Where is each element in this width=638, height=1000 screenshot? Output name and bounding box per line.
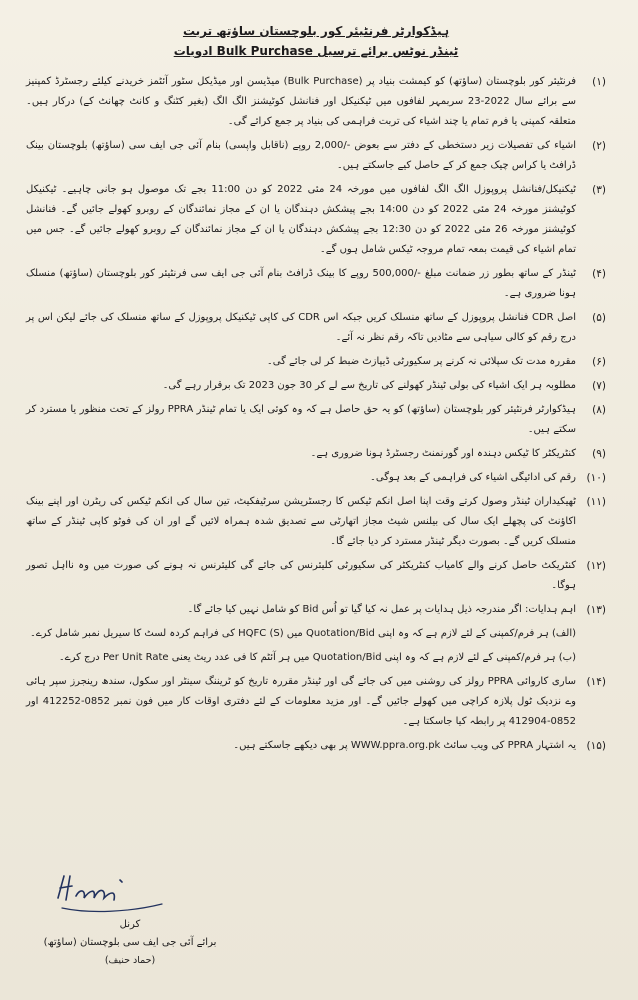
paragraph-number: (۱۵) xyxy=(586,740,606,752)
paragraph-14 xyxy=(26,672,606,732)
note-text: ہر فرم/کمپنی کے لئے لازم ہے کہ وہ اپنی Quotation/Bid میں HQFC (S) کی فراہم کردہ لسٹ کا سیریل نمبر شامل کرے۔ xyxy=(29,628,549,639)
note-text: ہر فرم/کمپنی کے لئے لازم ہے کہ وہ اپنی Quotation/Bid میں ہر آئٹم کا فی عدد ریٹ یعنی Per Unit Rate درج کرے۔ xyxy=(58,652,556,663)
paragraph-text: رقم کی ادائیگی اشیاء کی فراہمی کے بعد ہوگی۔ xyxy=(370,472,576,483)
paragraph-1 xyxy=(26,72,606,132)
paragraph-number: (۶) xyxy=(592,356,606,368)
paragraph-text: کنٹریکٹر کا ٹیکس دہندہ اور گورنمنٹ رجسٹرڈ ہونا ضروری ہے۔ xyxy=(310,448,576,459)
paragraph-2 xyxy=(26,136,606,176)
notice-header xyxy=(26,22,606,60)
paragraph-6 xyxy=(26,352,606,372)
paragraph-number: (۹) xyxy=(592,448,606,460)
signature-text xyxy=(40,916,220,970)
header-notice-title-text: ٹینڈر نوٹس برائے ترسیل Bulk Purchase ادویات xyxy=(173,44,459,58)
paragraph-number: (۱۳) xyxy=(586,604,606,616)
header-office-title: ہیڈکوارٹر فرنٹیئر کور بلوچستان ساؤتھ تربت xyxy=(182,24,450,38)
paragraph-number: (۵) xyxy=(592,312,606,324)
paragraph-10 xyxy=(26,468,606,488)
paragraph-number: (۸) xyxy=(592,404,606,416)
paragraph-text: ٹینڈر کے ساتھ بطور زر ضمانت مبلغ -/500,000 روپے کا بینک ڈرافٹ بنام آئی جی ایف سی فرنٹیئر کور بلوچستان (ساؤتھ) منسلک ہونا ضروری ہے۔ xyxy=(26,268,577,299)
note-bay xyxy=(26,648,606,668)
signature-rank: کرنل xyxy=(119,919,141,930)
paragraph-8 xyxy=(26,400,606,440)
paragraph-number: (۱۱) xyxy=(586,496,606,508)
paragraph-number: (۱۰) xyxy=(586,472,606,484)
paragraph-number: (۱۲) xyxy=(586,560,606,572)
paragraph-text: اہم ہدایات: اگر مندرجہ ذیل ہدایات پر عمل نہ کیا گیا تو اُس Bid کو شامل نہیں کیا جائے گا۔ xyxy=(187,604,576,615)
paragraph-3 xyxy=(26,180,606,260)
paragraph-15 xyxy=(26,736,606,756)
paragraph-text: ساری کاروائی PPRA رولز کی روشنی میں کی جائے گی اور ٹینڈر مقررہ تاریخ کو ٹریننگ سینٹر اور سکول، سندھ رینجرز سپر ہائی وے نزدیک ٹول پلازہ کراچی میں کھولے جائیں گے۔ اور مزید معلومات کے لئے دفتری اوقات کار میں فون نمبر 0852-412252 اور 0852-412904 پر رابطہ کیا جاسکتا ہے۔ xyxy=(26,676,576,727)
paragraph-text: ہیڈکوارٹر فرنٹیئر کور بلوچستان (ساؤتھ) کو یہ حق حاصل ہے کہ وہ کوئی ایک یا تمام ٹینڈر PPRA رولز کے تحت منظور یا مسترد کر سکتے ہیں۔ xyxy=(26,404,576,435)
paragraph-text: اشیاء کی تفصیلات زیر دستخطی کے دفتر سے بعوض -/2,000 روپے (ناقابل واپسی) بنام آئی جی ایف سی (ساؤتھ) بلوچستان بینک ڈرافٹ یا کراس چیک جمع کر کے حاصل کیے جاسکتے ہیں۔ xyxy=(26,140,576,171)
paragraph-number: (۳) xyxy=(592,184,606,196)
paragraph-text: اصل CDR فنانشل پروپوزل کے ساتھ منسلک کریں جبکہ اس CDR کی کاپی ٹیکنیکل پروپوزل کے ساتھ منسلک کی جائے لیکن اس پر درج رقم کو کالی سیاہی سے مٹادیں تاکہ رقم نظر نہ آئے۔ xyxy=(26,312,576,343)
notice-body xyxy=(26,72,606,756)
note-alif xyxy=(26,624,606,644)
paragraph-text: مقررہ مدت تک سپلائی نہ کرنے پر سکیورٹی ڈیپازٹ ضبط کر لی جائے گی۔ xyxy=(266,356,576,367)
paragraph-text: کنٹریکٹ حاصل کرنے والے کامیاب کنٹریکٹر کی سکیورٹی کلیئرنس کی جائے گی کلیئرنس نہ ہونے کی صورت میں وہ نااہل تصور ہوگا۔ xyxy=(26,560,576,591)
signature-block xyxy=(40,868,240,978)
header-notice-title xyxy=(26,42,606,60)
note-label: (الف) xyxy=(552,628,576,639)
paragraph-text: ٹیکنیکل/فنانشل پروپوزل الگ الگ لفافوں میں مورخہ 24 مئی 2022 کو دن 11:00 بجے تک موصول ہو جانی چاہیے۔ ٹیکنیکل کوٹیشنز مورخہ 24 مئی 2022 کو دن 14:00 بجے پیشکش دہندگان یا ان کے مجاز نمائندگان کے روبرو کھولے جائیں گے۔ فنانشل کوٹیشنز مورخہ 26 مئی 2022 کو دن 12:30 بجے پیشکش دہندگان یا ان کے مجاز نمائندگان کے روبرو کھولے جائیں گے۔ جس میں تمام اشیاء کی قیمت بمعہ تمام مروجہ ٹیکس شامل ہوں گے۔ xyxy=(26,184,577,255)
paragraph-13 xyxy=(26,600,606,620)
note-label: (ب) xyxy=(558,652,576,663)
paragraph-number: (۱) xyxy=(592,76,606,88)
paragraph-number: (۴) xyxy=(592,268,606,280)
paragraph-text: فرنٹیئر کور بلوچستان (ساؤتھ) کو کیمشت بنیاد پر (Bulk Purchase) میڈیسن اور میڈیکل سٹور آئٹمز خریدنے کیلئے رجسٹرڈ کمپنیز سے برائے سال 2022-23 سربمہر لفافوں میں ٹیکنیکل اور فنانشل کوٹیشنز الگ الگ (بغیر کٹنگ و کانٹ چھانٹ کے) درکار ہیں۔ متعلقہ کمپنی یا فرم تمام یا چند اشیاء کی تربت فراہمی کی بنیاد پر جمع کرائے گی۔ xyxy=(26,76,577,127)
signature-name: (حماد حنیف) xyxy=(104,955,156,966)
handwritten-signature xyxy=(50,868,170,918)
paragraph-4 xyxy=(26,264,606,304)
paragraph-7 xyxy=(26,376,606,396)
paragraph-number: (۷) xyxy=(592,380,606,392)
paragraph-text: مطلوبہ ہر ایک اشیاء کی بولی ٹینڈر کھولنے کی تاریخ سے لے کر 30 جون 2023 تک برقرار رہے گی۔ xyxy=(162,380,576,391)
paragraph-text: ٹھیکیداران ٹینڈر وصول کرتے وقت اپنا اصل انکم ٹیکس کا رجسٹریشن سرٹیفکیٹ، تین سال کی انکم ٹیکس کی ریٹرن اور اپنے بینک اکاؤنٹ کی پچھلے ایک سال کی بیلنس شیٹ مجاز اتھارٹی سے تصدیق شدہ ہمراہ لائیں گے اور ان کی فوٹو کاپی ٹینڈر کے ساتھ منسلک کریں گے۔ بصورت دیگر ٹینڈر مسترد کر دیا جائے گا۔ xyxy=(26,496,576,547)
paragraph-text: یہ اشتہار PPRA کی ویب سائٹ WWW.ppra.org.pk پر بھی دیکھے جاسکتے ہیں۔ xyxy=(233,740,576,751)
paragraph-5 xyxy=(26,308,606,348)
paragraph-11 xyxy=(26,492,606,552)
paragraph-number: (۱۴) xyxy=(586,676,606,688)
signature-title: برائے آئی جی ایف سی بلوچستان (ساؤتھ) xyxy=(43,937,217,948)
paragraph-9 xyxy=(26,444,606,464)
paragraph-12 xyxy=(26,556,606,596)
paragraph-number: (۲) xyxy=(592,140,606,152)
